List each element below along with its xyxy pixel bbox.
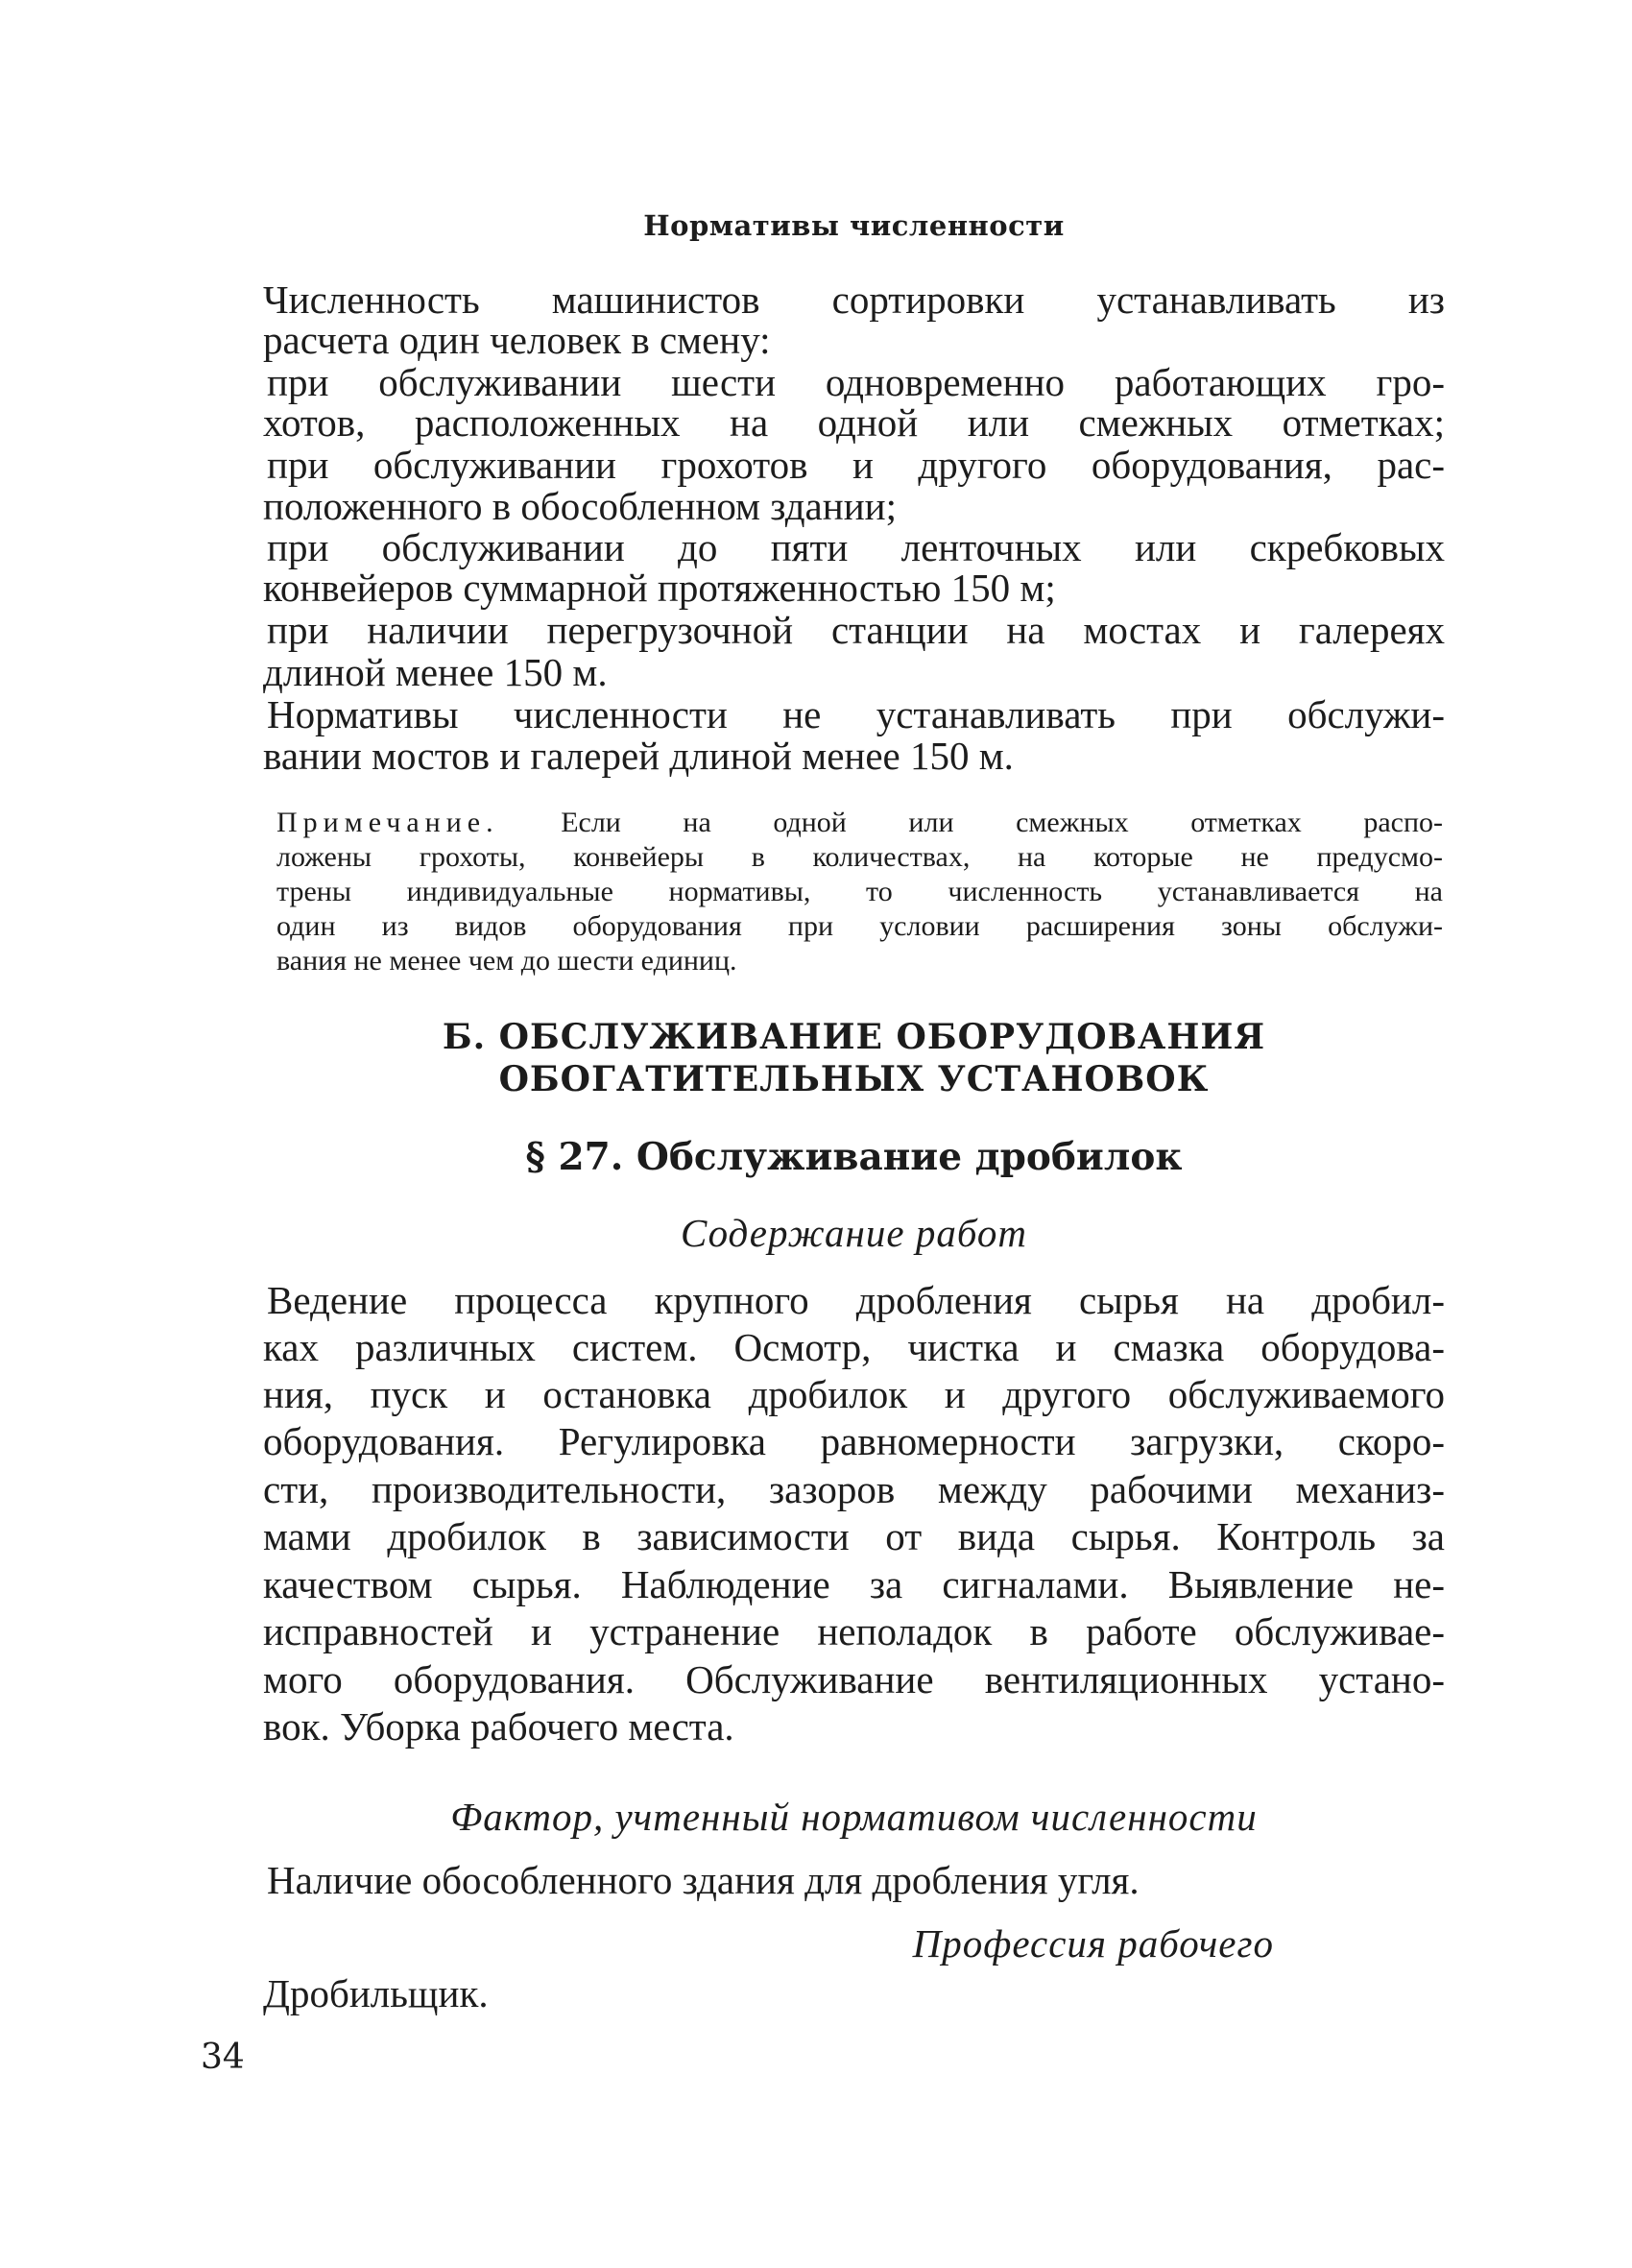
factor-text: Наличие обособленного здания для дробления угля. (267, 1858, 1140, 1902)
note-line-1-text: Если на одной или смежных отметках распо- (561, 807, 1444, 838)
norms-item-1-text-1: при обслуживании шести одновременно работающих гро- (267, 360, 1445, 404)
work-content-line-4: оборудования. Регулировка равномерности загрузки, скоро- (263, 1419, 1445, 1463)
norms-exclusion-line-2: вании мостов и галерей длиной менее 150 м. (263, 734, 1014, 778)
note-line-1 (276, 808, 1443, 837)
norms-item-1-line-2: хотов, расположенных на одной или смежных отметках; (263, 400, 1445, 445)
work-content-line-5: сти, производительности, зазоров между рабочими механиз- (263, 1467, 1445, 1511)
section-b-title-line-2: ОБОГАТИТЕЛЬНЫХ УСТАНОВОК (498, 1059, 1210, 1099)
section-b-title-line-1: Б. ОБСЛУЖИВАНИЕ ОБОРУДОВАНИЯ (442, 1017, 1266, 1057)
profession-heading-text: Профессия рабочего (912, 1921, 1274, 1966)
note-label: Примечание. (276, 807, 499, 838)
work-content-heading: Содержание работ (680, 1211, 1028, 1255)
norms-item-4-line-1: при наличии перегрузочной станции на мостах и галереях (267, 608, 1445, 652)
factor-heading: Фактор, учтенный нормативом численности (450, 1795, 1258, 1839)
work-content-line-8: исправностей и устранение неполадок в работе обслуживае- (263, 1609, 1445, 1653)
document-page (201, 0, 1445, 2268)
profession-heading (263, 1921, 1445, 1966)
work-content-line-10: вок. Уборка рабочего места. (263, 1704, 734, 1749)
work-content-line-2: ках различных систем. Осмотр, чистка и смазка оборудова- (263, 1325, 1445, 1369)
norms-intro-line-1: Численность машинистов сортировки устанавливать из (263, 277, 1445, 322)
work-content-line-7: качеством сырья. Наблюдение за сигналами. Выявление не- (263, 1562, 1445, 1606)
work-content-line-3: ния, пуск и остановка дробилок и другого обслуживаемого (263, 1372, 1445, 1416)
note-line-2: ложены грохоты, конвейеры в количествах, на которые не предусмо- (276, 841, 1443, 873)
page-number: 34 (201, 2038, 245, 2077)
norms-heading: Нормативы численности (643, 209, 1065, 242)
work-content-line-1: Ведение процесса крупного дробления сырья на дробил- (267, 1278, 1445, 1322)
note-line-5: вания не менее чем до шести единиц. (276, 945, 737, 977)
norms-item-3-line-1: при обслуживании до пяти ленточных или скребковых (267, 525, 1445, 569)
profession-text: Дробильщик. (263, 1971, 489, 2015)
norms-item-2-line-1: при обслуживании грохотов и другого оборудования, рас- (267, 443, 1445, 487)
norms-exclusion-line-1: Нормативы численности не устанавливать при обслужи- (267, 692, 1445, 736)
work-content-line-6: мами дробилок в зависимости от вида сырья. Контроль за (263, 1514, 1445, 1558)
norms-item-2-line-2: положенного в обособленном здании; (263, 484, 897, 528)
work-content-line-9: мого оборудования. Обслуживание вентиляционных устано- (263, 1657, 1445, 1701)
norms-intro-line-2: расчета один человек в смену: (263, 318, 771, 362)
note-line-3: трены индивидуальные нормативы, то численность устанавливается на (276, 876, 1443, 907)
paragraph-27-title: § 27. Обслуживание дробилок (525, 1135, 1183, 1179)
norms-item-3-line-2: конвейеров суммарной протяженностью 150 м; (263, 566, 1056, 610)
note-line-4: один из видов оборудования при условии расширения зоны обслужи- (276, 910, 1443, 942)
norms-item-4-line-2: длиной менее 150 м. (263, 650, 608, 694)
